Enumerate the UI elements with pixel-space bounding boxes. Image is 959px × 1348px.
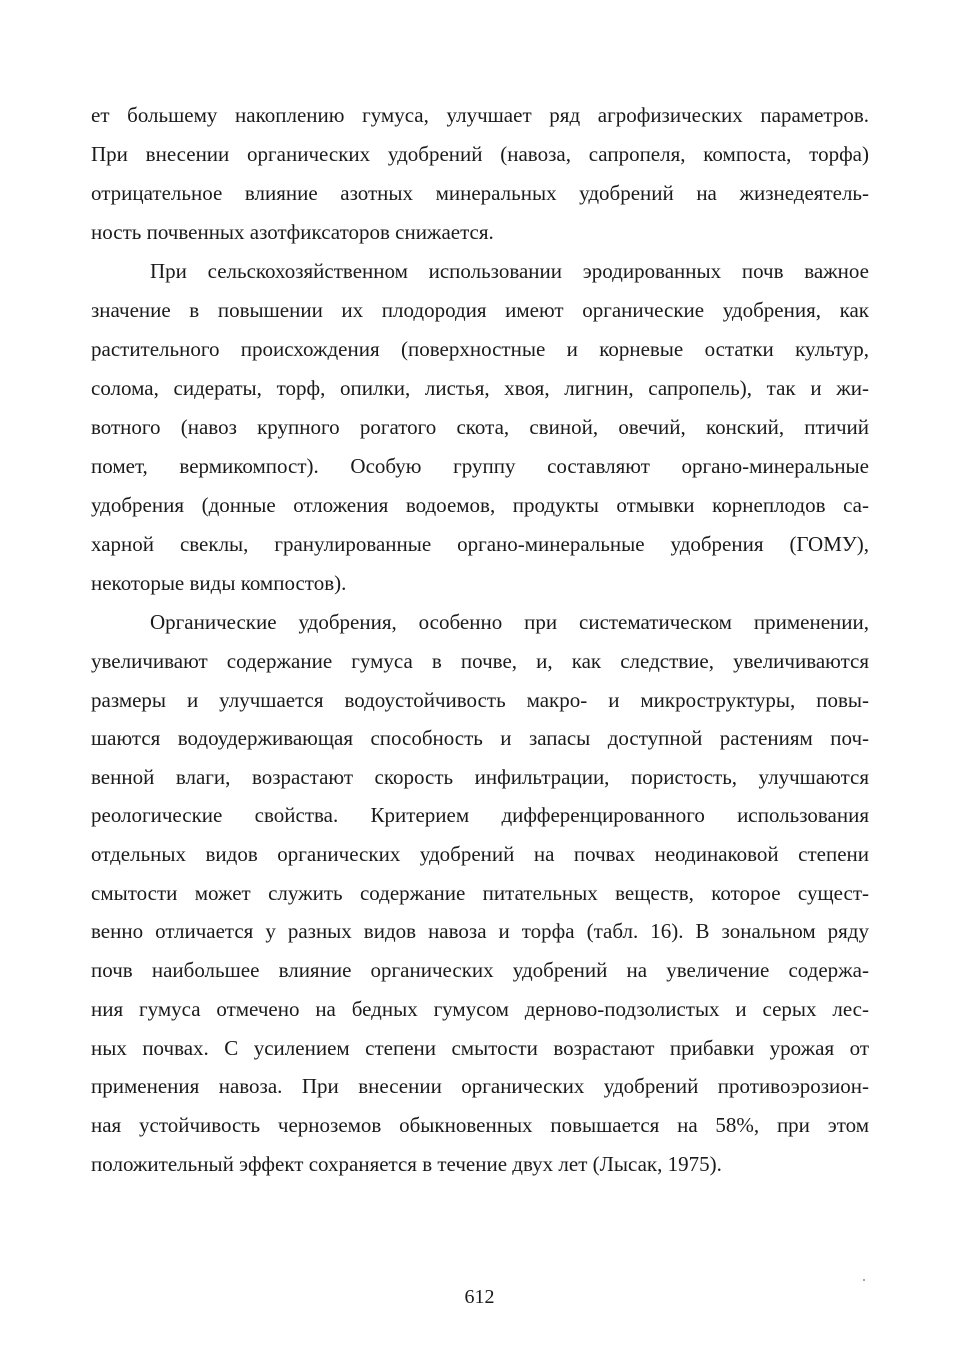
page-number: 612	[464, 1286, 495, 1308]
text-line: значение в повышении их плодородия имеют органические удобрения, как	[91, 298, 869, 322]
text-line: солома, сидераты, торф, опилки, листья, хвоя, лигнин, сапропель), так и жи-	[91, 376, 869, 400]
text-line: Органические удобрения, особенно при систематическом применении,	[150, 610, 869, 634]
text-line: некоторые виды компостов).	[91, 571, 347, 595]
scan-speck	[863, 1279, 865, 1281]
text-line: растительного происхождения (поверхностные и корневые остатки культур,	[91, 337, 869, 361]
text-line: ность почвенных азотфиксаторов снижается.	[91, 220, 494, 244]
text-line: размеры и улучшается водоустойчивость макро- и микроструктуры, повы-	[91, 688, 869, 712]
text-line: ния гумуса отмечено на бедных гумусом дерново-подзолистых и серых лес-	[91, 997, 869, 1021]
text-line: харной свеклы, гранулированные органо-минеральные удобрения (ГОМУ),	[91, 532, 869, 556]
text-line: отдельных видов органических удобрений на почвах неодинаковой степени	[91, 842, 869, 866]
text-line: ная устойчивость черноземов обыкновенных повышается на 58%, при этом	[91, 1113, 869, 1137]
text-line: почв наибольшее влияние органических удобрений на увеличение содержа-	[91, 958, 869, 982]
text-line: венной влаги, возрастают скорость инфильтрации, пористость, улучшаются	[91, 765, 869, 789]
text-line: отрицательное влияние азотных минеральных удобрений на жизнедеятель-	[91, 181, 869, 205]
text-line: увеличивают содержание гумуса в почве, и, как следствие, увеличиваются	[91, 649, 869, 673]
text-line: реологические свойства. Критерием дифференцированного использования	[91, 803, 869, 827]
text-line: удобрения (донные отложения водоемов, продукты отмывки корнеплодов са-	[91, 493, 869, 517]
text-line: вотного (навоз крупного рогатого скота, свиной, овечий, конский, птичий	[91, 415, 869, 439]
text-line: применения навоза. При внесении органических удобрений противоэрозион-	[91, 1074, 869, 1098]
text-line: помет, вермикомпост). Особую группу составляют органо-минеральные	[91, 454, 869, 478]
text-line: шаются водоудерживающая способность и запасы доступной растениям поч-	[91, 726, 869, 750]
text-line: смытости может служить содержание питательных веществ, которое сущест-	[91, 881, 869, 905]
text-line: При сельскохозяйственном использовании эродированных почв важное	[150, 259, 869, 283]
text-line: ет большему накоплению гумуса, улучшает ряд агрофизических параметров.	[91, 103, 869, 127]
text-line: ных почвах. С усилением степени смытости возрастают прибавки урожая от	[91, 1036, 869, 1060]
text-line: При внесении органических удобрений (навоза, сапропеля, компоста, торфа)	[91, 142, 869, 166]
text-line: положительный эффект сохраняется в течение двух лет (Лысак, 1975).	[91, 1152, 722, 1176]
text-line: венно отличается у разных видов навоза и торфа (табл. 16). В зональном ряду	[91, 919, 869, 943]
